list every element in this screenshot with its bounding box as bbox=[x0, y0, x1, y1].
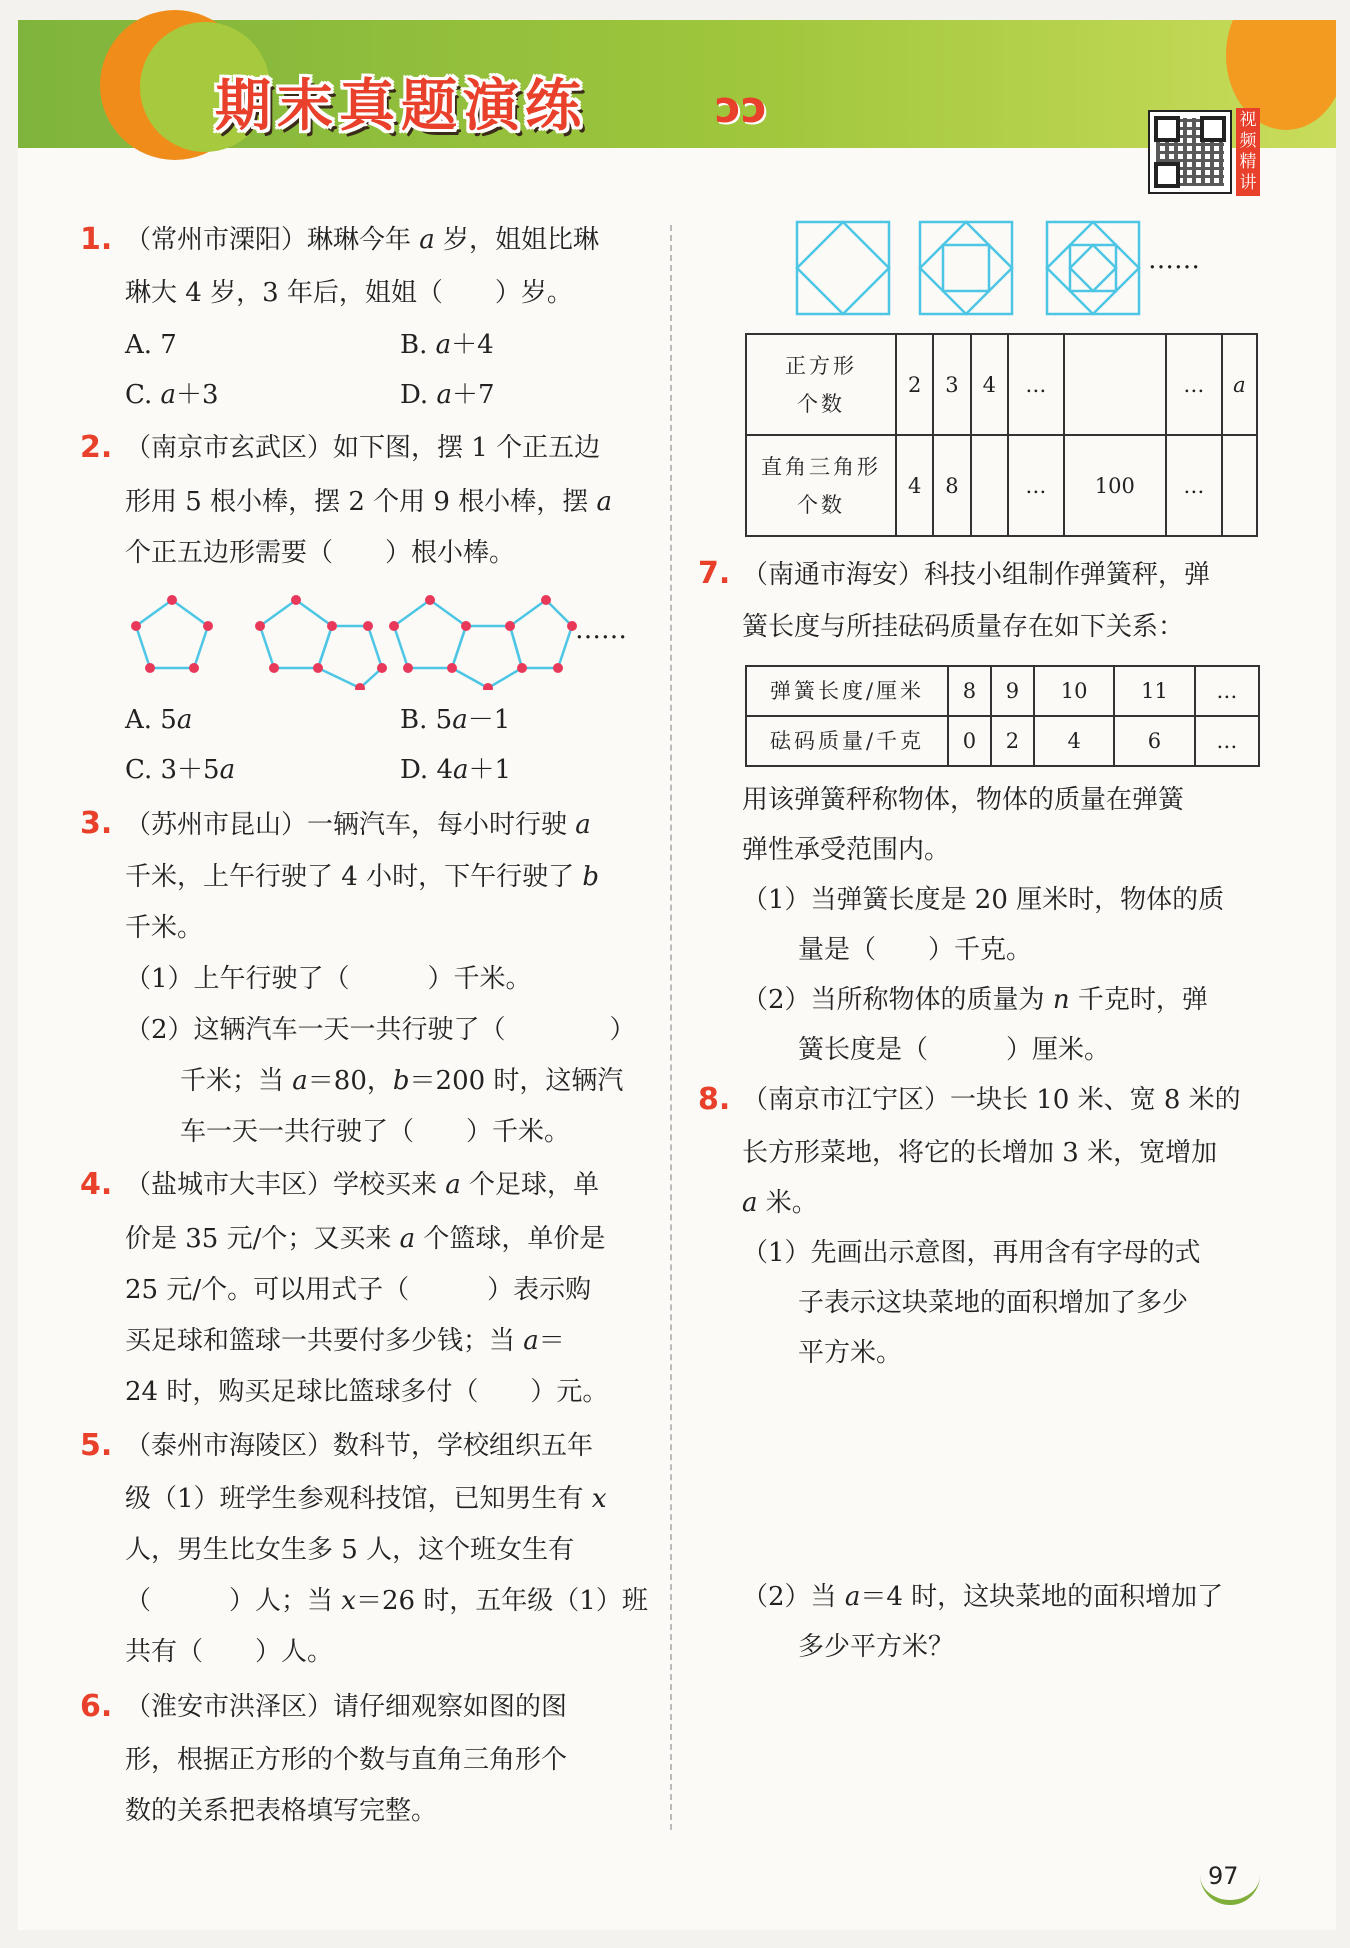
q6-cell: 2 bbox=[896, 334, 933, 435]
q6-cell: … bbox=[1008, 334, 1064, 435]
q6-cell: a bbox=[1222, 334, 1257, 435]
q1-option-d[interactable]: D. a＋7 bbox=[400, 380, 495, 410]
q4-line5: 24 时，购买足球比篮球多付（ ）元。 bbox=[125, 1377, 609, 1407]
q6-line1: （淮安市洪泽区）请仔细观察如图的图 bbox=[125, 1692, 568, 1722]
q2-ellipsis: …… bbox=[575, 615, 627, 645]
q6-cell: 100 bbox=[1064, 435, 1166, 536]
q3-sub2-line1: （2）这辆汽车一天一共行驶了（ ） bbox=[125, 1015, 636, 1045]
q5-line3: 人，男生比女生多 5 人，这个班女生有 bbox=[125, 1535, 575, 1565]
q6-number: 6. bbox=[80, 1689, 113, 1724]
column-divider bbox=[670, 225, 672, 1830]
q6-cell: 3 bbox=[933, 334, 970, 435]
q6-cell: … bbox=[1008, 435, 1064, 536]
q7-row1-label: 弹簧长度/厘米 bbox=[746, 666, 948, 716]
q7-line2: 簧长度与所挂砝码质量存在如下关系： bbox=[742, 612, 1185, 642]
q7-cell: … bbox=[1195, 716, 1259, 766]
page-number: 97 bbox=[1208, 1862, 1239, 1890]
q8-sub1-line1: （1）先画出示意图，再用含有字母的式 bbox=[742, 1238, 1201, 1268]
q2-option-b[interactable]: B. 5a－1 bbox=[400, 705, 511, 735]
q1-number: 1. bbox=[80, 222, 113, 257]
q2-line3: 个正五边形需要（ ）根小棒。 bbox=[125, 538, 516, 568]
q5-number: 5. bbox=[80, 1428, 113, 1463]
q7-line1: （南通市海安）科技小组制作弹簧秤，弹 bbox=[742, 560, 1211, 590]
q8-sub2-line2: 多少平方米？ bbox=[798, 1632, 955, 1662]
q4-number: 4. bbox=[80, 1167, 113, 1202]
pentagon-figure bbox=[130, 590, 650, 690]
qr-label: 视频精讲 bbox=[1236, 108, 1260, 196]
q4-line4: 买足球和篮球一共要付多少钱；当 a＝ bbox=[125, 1326, 565, 1356]
q7-line4: 弹性承受范围内。 bbox=[742, 835, 951, 865]
q7-cell: 11 bbox=[1114, 666, 1194, 716]
q6-table bbox=[745, 333, 1258, 537]
q3-line2: 千米，上午行驶了 4 小时，下午行驶了 b bbox=[125, 862, 599, 892]
q8-sub1-line2: 子表示这块菜地的面积增加了多少 bbox=[798, 1288, 1189, 1318]
q3-line3: 千米。 bbox=[125, 913, 204, 943]
q6-ellipsis: …… bbox=[1148, 245, 1200, 275]
q4-line2: 价是 35 元/个；又买来 a 个篮球，单价是 bbox=[125, 1224, 606, 1254]
q5-line2: 级（1）班学生参观科技馆，已知男生有 x bbox=[125, 1484, 607, 1514]
q6-cell: 8 bbox=[933, 435, 970, 536]
q8-line2: 长方形菜地，将它的长增加 3 米，宽增加 bbox=[742, 1138, 1218, 1168]
q6-row1-label: 正方形 个数 bbox=[746, 334, 896, 435]
q7-sub1-line2: 量是（ ）千克。 bbox=[798, 935, 1033, 965]
q7-table bbox=[745, 665, 1260, 767]
q6-cell[interactable] bbox=[1064, 334, 1166, 435]
q3-sub1: （1）上午行驶了（ ）千米。 bbox=[125, 964, 532, 994]
section-title: 期末真题演练 bbox=[215, 74, 587, 139]
q7-cell: … bbox=[1195, 666, 1259, 716]
q1-option-b[interactable]: B. a＋4 bbox=[400, 330, 494, 360]
q7-line3: 用该弹簧秤称物体，物体的质量在弹簧 bbox=[742, 785, 1185, 815]
q6-row2-label: 直角三角形 个数 bbox=[746, 435, 896, 536]
q3-number: 3. bbox=[80, 806, 113, 841]
q7-cell: 6 bbox=[1114, 716, 1194, 766]
q6-line3: 数的关系把表格填写完整。 bbox=[125, 1796, 438, 1826]
q5-line5: 共有（ ）人。 bbox=[125, 1637, 334, 1667]
q7-number: 7. bbox=[698, 556, 731, 591]
q7-cell: 2 bbox=[991, 716, 1034, 766]
q3-line1: （苏州市昆山）一辆汽车，每小时行驶 a bbox=[125, 810, 591, 840]
q6-cell[interactable] bbox=[1222, 435, 1257, 536]
q2-line2: 形用 5 根小棒，摆 2 个用 9 根小棒，摆 a bbox=[125, 487, 612, 517]
q4-line3: 25 元/个。可以用式子（ ）表示购 bbox=[125, 1275, 592, 1305]
q5-line4: （ ）人；当 x＝26 时，五年级（1）班 bbox=[125, 1586, 648, 1616]
q1-option-c[interactable]: C. a＋3 bbox=[125, 380, 219, 410]
q8-number: 8. bbox=[698, 1082, 731, 1117]
q1-option-a[interactable]: A. 7 bbox=[125, 330, 177, 360]
q6-cell[interactable] bbox=[971, 435, 1008, 536]
q7-cell: 8 bbox=[948, 666, 991, 716]
q3-sub2-line3: 车一天一共行驶了（ ）千米。 bbox=[180, 1117, 571, 1147]
q7-cell: 9 bbox=[991, 666, 1034, 716]
q8-sub2-line1: （2）当 a＝4 时，这块菜地的面积增加了 bbox=[742, 1582, 1224, 1612]
q1-line1: （常州市溧阳）琳琳今年 a 岁，姐姐比琳 bbox=[125, 225, 600, 255]
q3-sub2-line2: 千米；当 a＝80，b＝200 时，这辆汽 bbox=[180, 1066, 624, 1096]
q7-sub1-line1: （1）当弹簧长度是 20 厘米时，物体的质 bbox=[742, 885, 1225, 915]
q6-cell: 4 bbox=[896, 435, 933, 536]
q7-cell: 10 bbox=[1034, 666, 1114, 716]
q2-option-a[interactable]: A. 5a bbox=[125, 705, 193, 735]
q5-line1: （泰州市海陵区）数科节，学校组织五年 bbox=[125, 1431, 594, 1461]
q8-line1: （南京市江宁区）一块长 10 米、宽 8 米的 bbox=[742, 1085, 1241, 1115]
q6-line2: 形，根据正方形的个数与直角三角形个 bbox=[125, 1745, 568, 1775]
q6-cell: … bbox=[1166, 435, 1222, 536]
q1-line2: 琳大 4 岁，3 年后，姐姐（ ）岁。 bbox=[125, 278, 573, 308]
q6-cell: … bbox=[1166, 334, 1222, 435]
q2-line1: （南京市玄武区）如下图，摆 1 个正五边 bbox=[125, 433, 601, 463]
q4-line1: （盐城市大丰区）学校买来 a 个足球，单 bbox=[125, 1170, 600, 1200]
q2-number: 2. bbox=[80, 430, 113, 465]
q7-cell: 0 bbox=[948, 716, 991, 766]
square-triangle-figure bbox=[795, 220, 1145, 320]
q7-row2-label: 砝码质量/千克 bbox=[746, 716, 948, 766]
q2-option-c[interactable]: C. 3＋5a bbox=[125, 755, 236, 785]
qr-code-icon[interactable] bbox=[1148, 110, 1232, 194]
q8-line3: a 米。 bbox=[742, 1188, 818, 1218]
q6-cell: 4 bbox=[971, 334, 1008, 435]
q2-option-d[interactable]: D. 4a＋1 bbox=[400, 755, 512, 785]
q7-sub2-line1: （2）当所称物体的质量为 n 千克时，弹 bbox=[742, 985, 1208, 1015]
q8-sub1-line3: 平方米。 bbox=[798, 1338, 903, 1368]
q7-cell: 4 bbox=[1034, 716, 1114, 766]
q7-sub2-line2: 簧长度是（ ）厘米。 bbox=[798, 1035, 1111, 1065]
title-wave-icon: ɔɔ bbox=[715, 82, 768, 133]
